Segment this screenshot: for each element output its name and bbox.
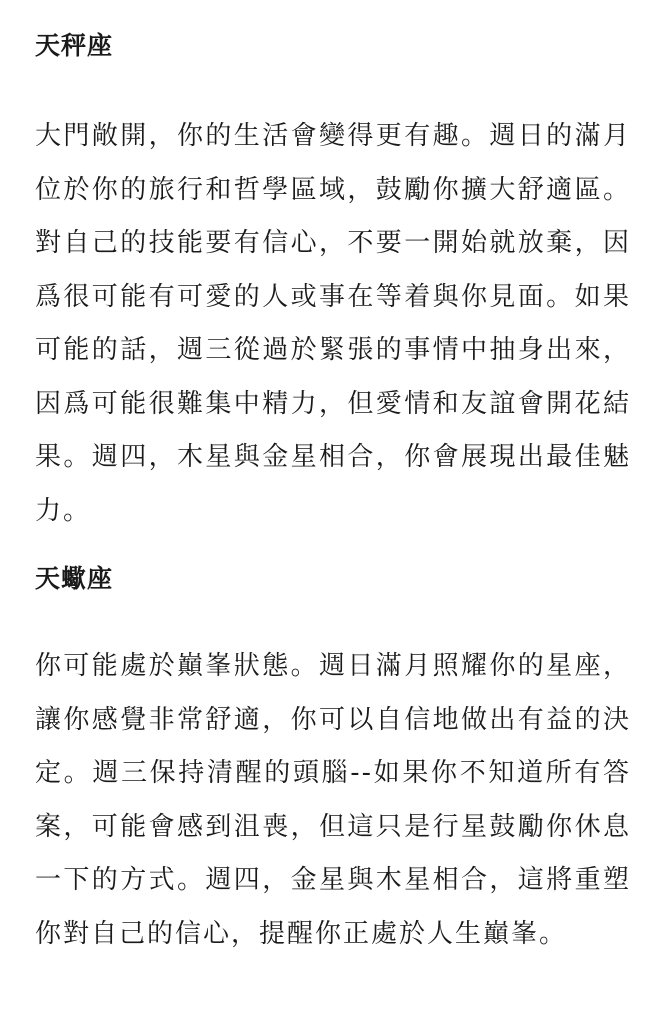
scorpio-section: [35, 555, 631, 961]
libra-body-text: 大門敞開，你的生活會變得更有趣。週日的滿月位於你的旅行和哲學區域，鼓勵你擴大舒適區。對自己的技能要有信心，不要一開始就放棄，因爲很可能有可愛的人或事在等着與你見面。如果可能的話，週三從過於緊張的事情中抽身出來，因爲可能很難集中精力，但愛情和友誼會開花結果。週四，木星與金星相合，你會展現出最佳魅力。: [35, 121, 631, 526]
libra-section: [35, 22, 631, 538]
scorpio-title: 天蠍座: [35, 564, 114, 593]
libra-title: 天秤座: [35, 31, 114, 60]
scorpio-body-text: 你可能處於巔峯狀態。週日滿月照耀你的星座，讓你感覺非常舒適，你可以自信地做出有益的決定。週三保持清醒的頭腦--如果你不知道所有答案，可能會感到沮喪，但這只是行星鼓勵你休息一下的方式。週四，金星與木星相合，這將重塑你對自己的信心，提醒你正處於人生巔峯。: [35, 651, 631, 949]
